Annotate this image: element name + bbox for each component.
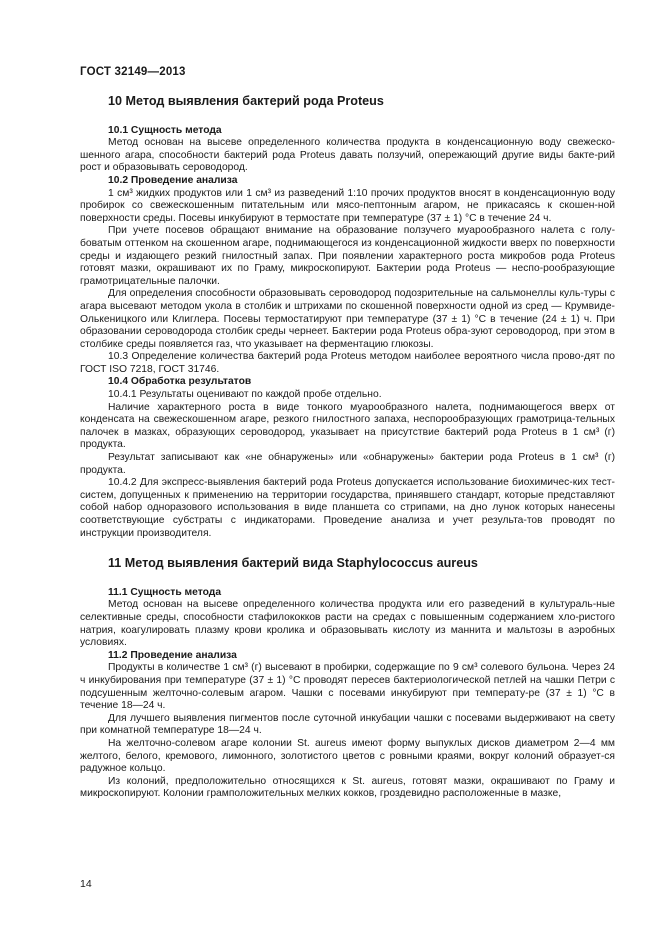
paragraph: При учете посевов обращают внимание на образование ползучего муарообразного налета с голу-боватым оттенком на скошенном агаре, поднимающегося из конденсационной жидкости вверх по поверхности среды и издающего резкий гнилостный запах. При появлении характерного роста микробов рода Proteus готовят мазки, окрашивают их по Граму, микроскопируют. Бактерии рода Proteus — неспо-рообразующие грамотрицательные палочки. [80, 225, 615, 287]
subsection-heading: 10.2 Проведение анализа [108, 174, 238, 186]
paragraph: Метод основан на высеве определенного количества продукта в конденсационную воду свежеско-шенного агара, способности бактерий рода Proteus давать ползучий, опережающий другие виды бакте-рий рост и образовывать сероводород. [80, 137, 615, 174]
paragraph: Для лучшего выявления пигментов после суточной инкубации чашки с посевами выдерживают на свету при комнатной температуре 18—24 ч. [80, 712, 615, 737]
subsection-heading: 11.2 Проведение анализа [108, 649, 237, 661]
spacer [80, 540, 615, 554]
paragraph: Для определения способности образовывать сероводород подозрительные на сальмонеллы куль-туры с агара высевают методом укола в столбик и штрихами по скошенной поверхности одной из сред — Крумвиде-Олькеницкого или Клиглера. Посевы термостатируют при температуре (37 ± 1) °С в течение (24 ± 1) ч. При образовании сероводорода столбик среды чернеет. Бактерии рода Proteus обра-зуют сероводород, при этом в столбике среды появляется газ, что указывает на ферментацию глюкозы. [80, 288, 615, 350]
document-body [80, 92, 615, 801]
paragraph: Наличие характерного роста в виде тонкого муарообразного налета, поднимающегося вверх от конденсата на свежескошенном агаре, резкого гнилостного запаха, неспорообразующих грамотрица-тельных палочек в мазках, образующих сероводород, указывает на присутствие бактерий рода Proteus в 1 см³ (г) продукта. [80, 401, 615, 451]
paragraph: Из колоний, предположительно относящихся к St. aureus, готовят мазки, окрашивают по Граму и микроскопируют. Колонии грамположительных мелких кокков, гроздевидно расположенные в мазке, [80, 775, 615, 800]
document-code: ГОСТ 32149—2013 [80, 66, 186, 78]
page-number: 14 [80, 878, 92, 890]
section-heading: 10 Метод выявления бактерий рода Proteus [108, 94, 384, 108]
section-heading: 11 Метод выявления бактерий вида Staphylococcus aureus [108, 556, 478, 571]
spacer [80, 570, 615, 587]
subsection-heading: 10.1 Сущность метода [108, 124, 222, 136]
paragraph: Продукты в количестве 1 см³ (г) высевают в пробирки, содержащие по 9 см³ солевого бульона. Через 24 ч инкубирования при температуре (37 ± 1) °С проводят пересев бактериологической петлей на чашки Петри с подсушенным желточно-солевым агаром. Чашки с посевами инкубируют при температу-ре (37 ± 1) °С в течение 18—24 ч. [80, 662, 615, 712]
subsection-heading: 10.4 Обработка результатов [108, 376, 252, 388]
paragraph: 10.3 Определение количества бактерий рода Proteus методом наиболее вероятного числа прово-дят по ГОСТ ISO 7218, ГОСТ 31746. [80, 351, 615, 375]
paragraph: На желточно-солевом агаре колонии St. aureus имеют форму выпуклых дисков диаметром 2—4 мм желтого, белого, кремового, лимонного, золотистого цветов с ровными краями, вокруг колоний образует-ся радужное кольцо. [80, 737, 615, 775]
paragraph: Метод основан на высеве определенного количества продукта или его разведений в культураль-ные селективные среды, способности стафилококков расти на средах с повышенным содержанием хло-ристого натрия, коагулировать плазму крови кролика и образовывать кислоту из маннита и мальтозы в аэробных условиях. [80, 599, 615, 649]
spacer [80, 108, 615, 125]
paragraph: 10.4.2 Для экспресс-выявления бактерий рода Proteus допускается использование биохимичес-ких тест-систем, допущенных к применению на территории государства, принявшего стандарт, которые представляют собой набор одноразового использования в виде планшета со стрипами, на дно лунок которых нанесены соответствующие субстраты с индикаторами. Проведение анализа и учет результа-тов проводят по инструкции производителя. [80, 477, 615, 539]
paragraph: 1 см³ жидких продуктов или 1 см³ из разведений 1:10 прочих продуктов вносят в конденсационную воду пробирок со свежескошенным питательным или мясо-пептонным агаром, не прикасаясь к скошен-ной поверхности среды. Посевы инкубируют в термостате при температуре (37 ± 1) °С в течение 24 ч. [80, 187, 615, 224]
paragraph: Результат записывают как «не обнаружены» или «обнаружены» бактерии рода Proteus в 1 см³ (г) продукта. [80, 452, 615, 476]
paragraph: 10.4.1 Результаты оценивают по каждой пробе отдельно. [108, 389, 382, 401]
subsection-heading: 11.1 Сущность метода [108, 586, 222, 598]
